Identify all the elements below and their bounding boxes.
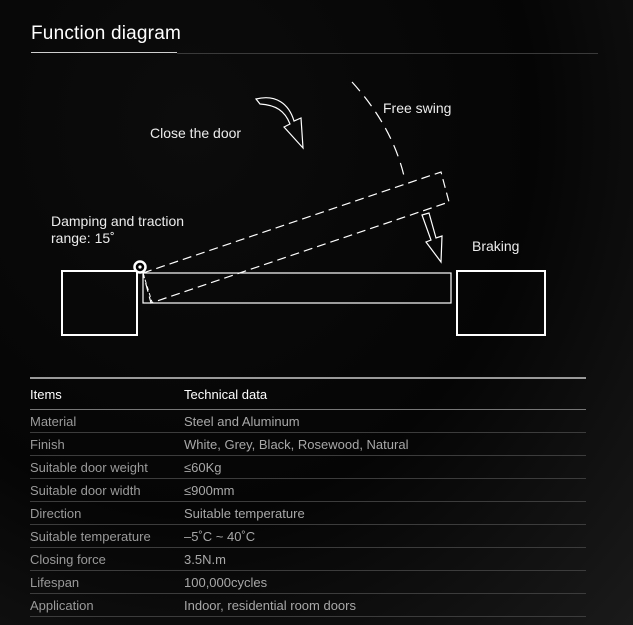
table-row <box>30 548 586 571</box>
row-value: 3.5N.m <box>184 548 586 571</box>
table-row <box>30 525 586 548</box>
table-header-row <box>30 378 586 410</box>
row-value: Suitable temperature <box>184 502 586 525</box>
technical-data-table <box>30 377 586 617</box>
table-row <box>30 571 586 594</box>
free-swing-label: Free swing <box>383 100 452 116</box>
row-item: Application <box>30 594 184 617</box>
row-item: Finish <box>30 433 184 456</box>
free-swing-arc <box>352 82 404 176</box>
table-row <box>30 479 586 502</box>
table-row <box>30 433 586 456</box>
page-title: Function diagram <box>31 23 181 44</box>
table-row <box>30 456 586 479</box>
hinge-pivot-center <box>138 265 141 268</box>
left-frame-block <box>62 271 137 335</box>
row-value: 100,000cycles <box>184 571 586 594</box>
row-value: Steel and Aluminum <box>184 410 586 433</box>
row-value: Indoor, residential room doors <box>184 594 586 617</box>
row-item: Closing force <box>30 548 184 571</box>
braking-label: Braking <box>472 238 520 254</box>
header-items: Items <box>30 378 184 410</box>
row-item: Material <box>30 410 184 433</box>
right-frame-block <box>457 271 545 335</box>
damping-range-label: Damping and traction range: 15˚ <box>51 213 185 246</box>
row-item: Suitable door weight <box>30 456 184 479</box>
header-technical-data: Technical data <box>184 378 586 410</box>
table-row <box>30 502 586 525</box>
row-item: Direction <box>30 502 184 525</box>
row-value: ≤900mm <box>184 479 586 502</box>
braking-arrow-icon <box>422 213 442 262</box>
row-item: Suitable door width <box>30 479 184 502</box>
close-door-arrow-icon <box>256 98 303 148</box>
row-value: –5˚C ~ 40˚C <box>184 525 586 548</box>
door-closed-position <box>143 273 451 303</box>
row-item: Suitable temperature <box>30 525 184 548</box>
table-row <box>30 594 586 617</box>
close-door-label: Close the door <box>150 125 242 141</box>
table-row <box>30 410 586 433</box>
row-value: ≤60Kg <box>184 456 586 479</box>
row-item: Lifespan <box>30 571 184 594</box>
row-value: White, Grey, Black, Rosewood, Natural <box>184 433 586 456</box>
